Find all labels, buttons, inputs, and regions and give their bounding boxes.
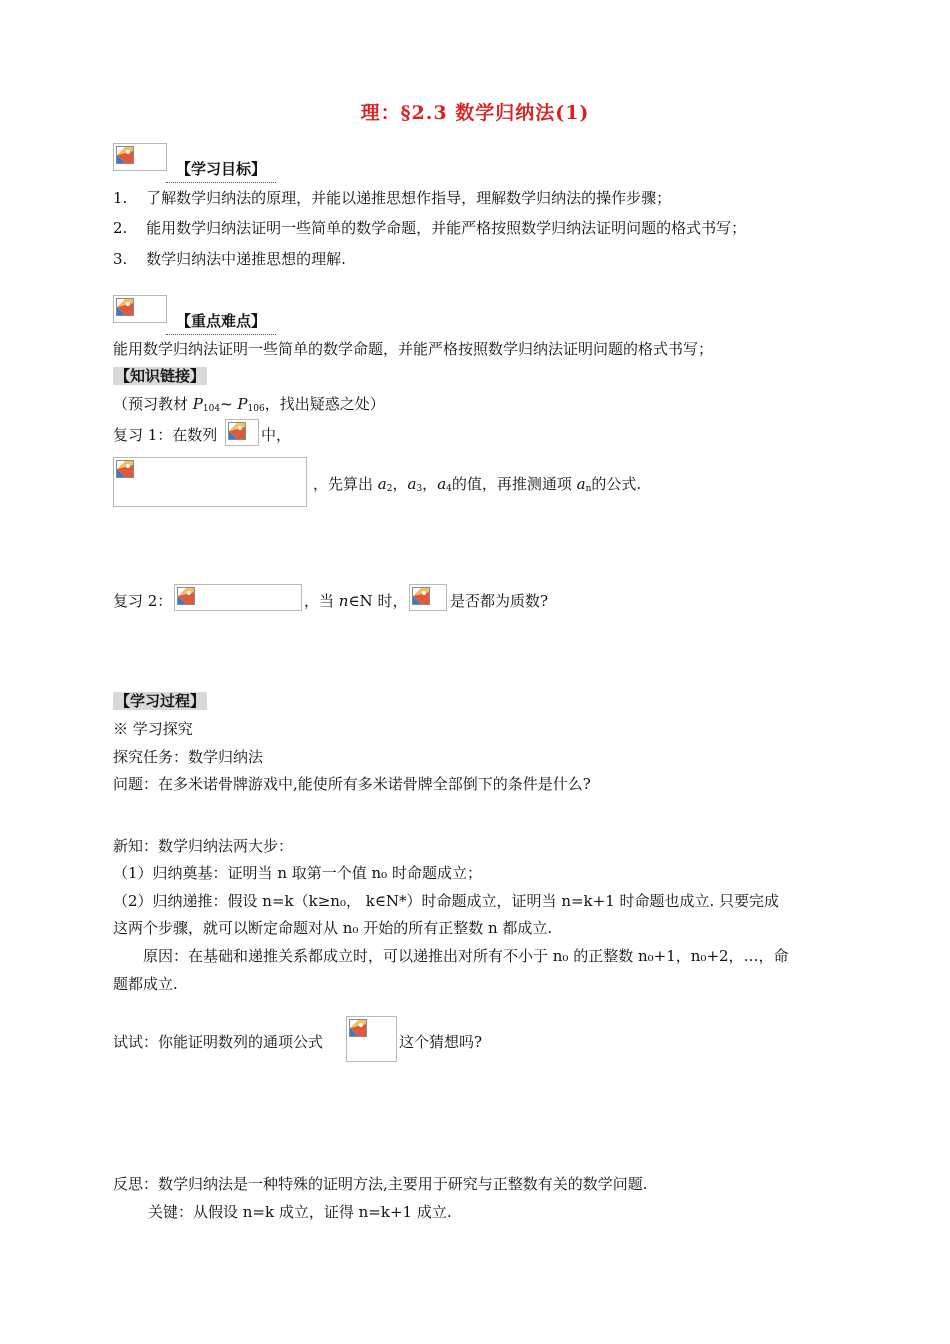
broken-image-icon <box>116 298 134 316</box>
explore-task: 探究任务：数学归纳法 <box>113 748 264 766</box>
goals-header-label: 【学习目标】 <box>176 160 267 178</box>
new-knowledge: 新知：数学归纳法两大步： <box>113 837 294 855</box>
reason-line2: 题都成立. <box>113 975 178 993</box>
difficulty-text: 能用数学归纳法证明一些简单的数学命题，并能严格按照数学归纳法证明问题的格式书写； <box>113 340 714 358</box>
goal-text: 能用数学归纳法证明一些简单的数学命题，并能严格按照数学归纳法证明问题的格式书写； <box>146 219 747 237</box>
goal-number: 3. <box>113 250 128 268</box>
goal-text: 数学归纳法中递推思想的理解. <box>146 250 346 268</box>
broken-image-icon <box>412 587 430 605</box>
link-header-label: 【知识链接】 <box>115 367 206 385</box>
polynomial-formula-image <box>174 584 302 611</box>
step2-line1: （2）归纳递推：假设 n=k（k≥n₀， k∈N*）时命题成立，证明当 n=k+1 时命题也成立. 只要完成 <box>113 892 780 910</box>
value-formula-image <box>409 584 447 611</box>
document-title: 理：§2.3 数学归纳法(1) <box>360 102 590 124</box>
difficulty-header-label: 【重点难点】 <box>176 312 267 330</box>
goals-header <box>176 158 266 179</box>
broken-image-icon <box>228 422 246 440</box>
goal-item <box>113 248 346 269</box>
review1-prefix: 复习 1：在数列 <box>113 426 218 444</box>
explore-mark: ※ 学习探究 <box>113 720 193 738</box>
step2-line2: 这两个步骤，就可以断定命题对从 n₀ 开始的所有正整数 n 都成立. <box>113 919 553 937</box>
goal-number: 1. <box>113 189 128 207</box>
review1-task: ，先算出 $a_2$，$a_3$，$a_4$的值，再推测通项 $a_n$的公式. <box>313 475 642 494</box>
goals-header-image <box>113 143 167 171</box>
key-point: 关键：从假设 n=k 成立，证得 n=k+1 成立. <box>148 1203 452 1221</box>
step1: （1）归纳奠基：证明当 n 取第一个值 n₀ 时命题成立； <box>113 864 482 882</box>
broken-image-icon <box>177 587 195 605</box>
review1-suffix: 中， <box>261 426 292 444</box>
review2-mid: ，当 n∈N 时， <box>304 592 408 610</box>
try-prefix: 试试：你能证明数列的通项公式 <box>113 1033 324 1051</box>
try-suffix: 这个猜想吗? <box>399 1033 483 1051</box>
process-header <box>113 690 207 711</box>
process-header-label: 【学习过程】 <box>115 692 206 710</box>
goal-item <box>113 217 746 238</box>
goal-text: 了解数学归纳法的原理，并能以递推思想作指导，理解数学归纳法的操作步骤； <box>146 189 672 207</box>
sequence-formula-image <box>225 419 259 446</box>
domino-question: 问题：在多米诺骨牌游戏中,能使所有多米诺骨牌全部倒下的条件是什么? <box>113 775 591 793</box>
link-header <box>113 365 207 386</box>
broken-image-icon <box>116 460 134 478</box>
preview-note: （预习教材 $P_{104}\sim$ $P_{106}$，找出疑惑之处） <box>113 395 385 414</box>
difficulty-header <box>176 310 266 331</box>
goal-number: 2. <box>113 219 128 237</box>
review2-prefix: 复习 2： <box>113 592 173 610</box>
recurrence-formula-image <box>113 457 307 507</box>
review2-suffix: 是否都为质数? <box>450 592 549 610</box>
goal-item <box>113 187 671 208</box>
broken-image-icon <box>349 1019 367 1037</box>
difficulty-header-image <box>113 295 167 323</box>
general-term-formula-image <box>346 1016 397 1062</box>
reflection: 反思：数学归纳法是一种特殊的证明方法,主要用于研究与正整数有关的数学问题. <box>113 1175 648 1193</box>
reason-line1: 原因：在基础和递推关系都成立时，可以递推出对所有不小于 n₀ 的正整数 n₀+1，n₀+2，…，命 <box>143 947 789 965</box>
broken-image-icon <box>116 146 134 164</box>
